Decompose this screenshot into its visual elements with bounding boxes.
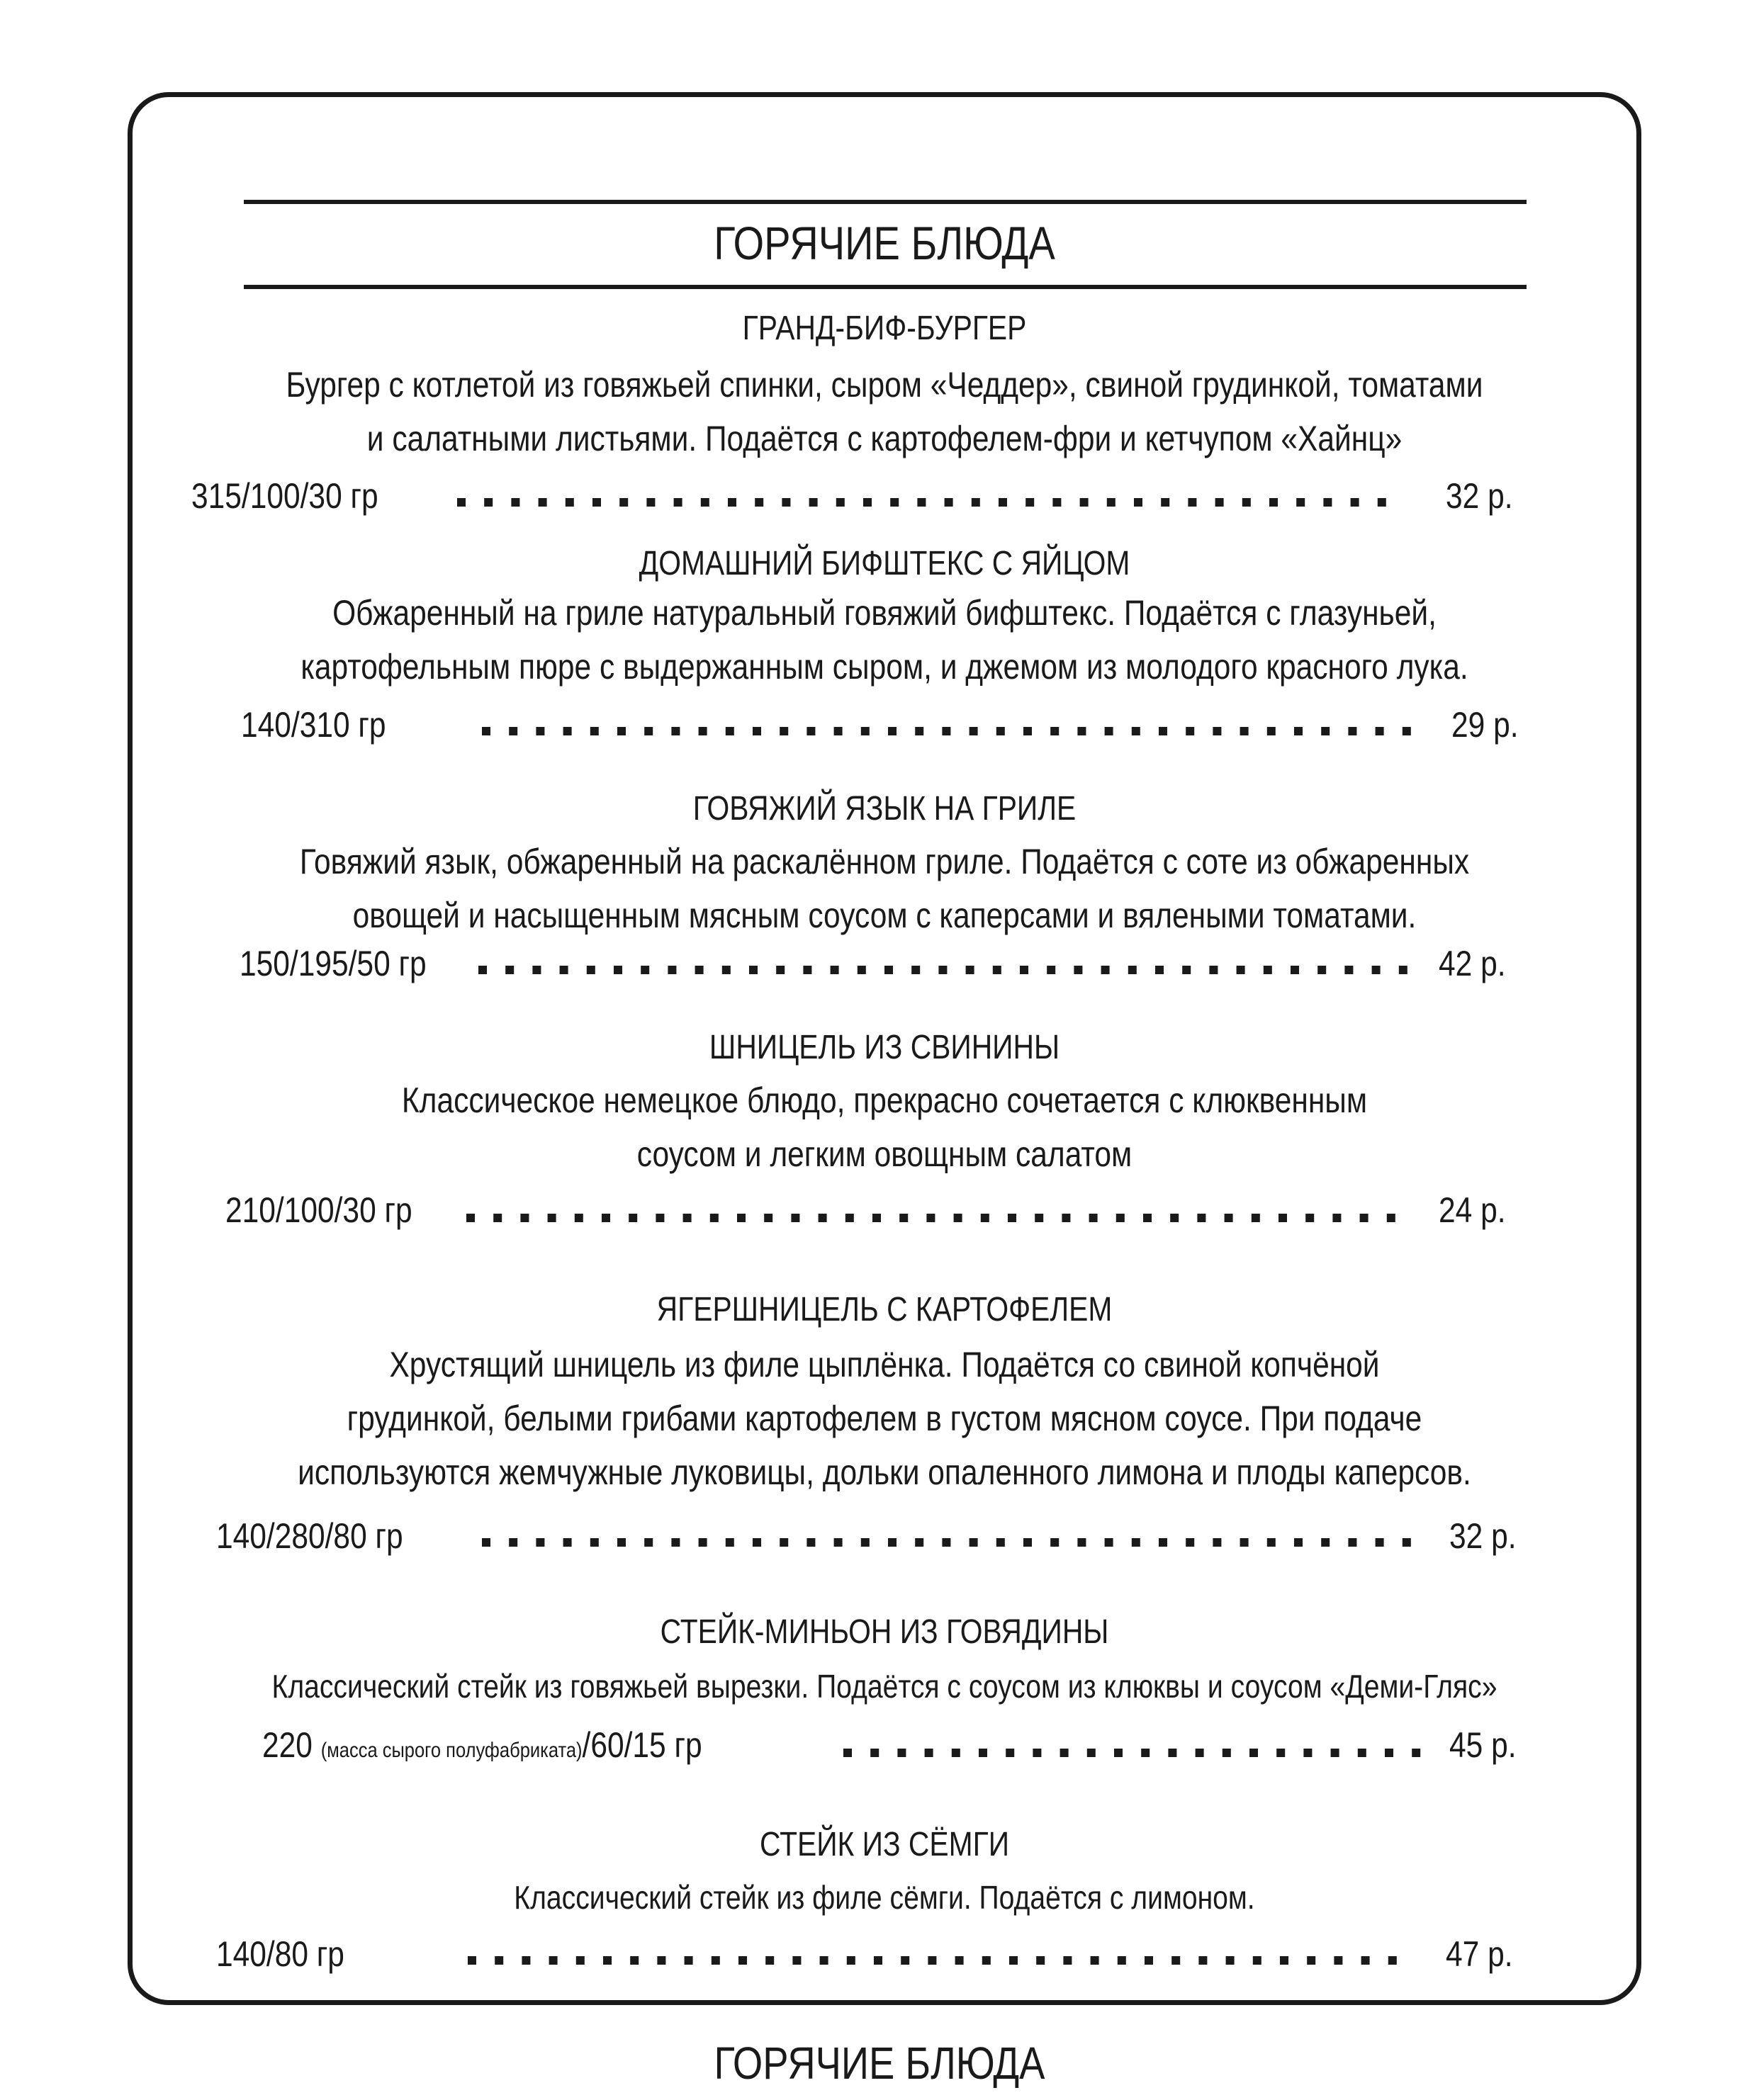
leader-dot: [617, 1538, 626, 1547]
dot-leader: [482, 726, 1421, 736]
dish-description: [241, 358, 1528, 465]
leader-dot: [1223, 1749, 1231, 1757]
description-line: Хрустящий шницель из филе цыплёнка. Подаётся со свиной копчёной: [389, 1345, 1380, 1384]
leader-dot: [996, 727, 1005, 735]
leader-dot: [1240, 1538, 1249, 1547]
leader-dot: [1159, 1538, 1167, 1547]
leader-dot: [926, 1214, 935, 1222]
leader-dot: [1332, 1214, 1341, 1222]
leader-dot: [1171, 1956, 1180, 1965]
leader-dot: [710, 1214, 719, 1222]
leader-dot: [1155, 966, 1164, 974]
leader-dot: [780, 1538, 788, 1547]
dish-name: ЯГЕРШНИЦЕЛЬ С КАРТОФЕЛЕМ: [656, 1291, 1113, 1328]
leader-dot: [1358, 1749, 1366, 1757]
dish-price: 32 р.: [1449, 1516, 1517, 1556]
leader-dot: [644, 727, 653, 735]
leader-dot: [1033, 1749, 1041, 1757]
leader-dot: [520, 1214, 529, 1222]
dish-description: [241, 1338, 1528, 1499]
leader-dot: [972, 498, 980, 507]
leader-dot: [1317, 966, 1326, 974]
leader-dot: [993, 966, 1001, 974]
leader-dot: [1186, 1538, 1194, 1547]
leader-dot: [901, 1956, 909, 1965]
leader-dot: [563, 727, 572, 735]
leader-dot: [1091, 1956, 1099, 1965]
leader-dot: [1360, 1214, 1369, 1222]
leader-dot: [602, 1214, 610, 1222]
leader-dot: [1378, 498, 1386, 507]
leader-dot: [1052, 498, 1061, 507]
leader-dot: [809, 498, 818, 507]
leader-dot: [942, 727, 950, 735]
title-rule-bottom: [244, 285, 1527, 289]
leader-dot: [668, 966, 676, 974]
description-line: Бургер с котлетой из говяжьей спинки, сыром «Чеддер», свиной грудинкой, томатами: [286, 365, 1483, 405]
leader-dot: [1331, 1749, 1339, 1757]
leader-dot: [1294, 1538, 1303, 1547]
description-line: Обжаренный на гриле натуральный говяжий бифштекс. Подаётся с глазуньей,: [332, 593, 1437, 633]
dish-weight: 150/195/50 гр: [240, 944, 427, 983]
leader-dot: [505, 966, 514, 974]
dish-description: [241, 1870, 1528, 1924]
leader-dot: [657, 1956, 665, 1965]
leader-dot: [482, 727, 490, 735]
leader-dot: [566, 498, 574, 507]
leader-dot: [614, 966, 622, 974]
leader-dot: [683, 1214, 692, 1222]
dish-description: [241, 1073, 1528, 1181]
leader-dot: [1307, 1956, 1315, 1965]
leader-dot: [1182, 966, 1191, 974]
leader-dot: [493, 1214, 502, 1222]
leader-dot: [888, 1538, 897, 1547]
leader-dot: [1399, 966, 1407, 974]
dish-weight: 140/80 гр: [216, 1934, 344, 1974]
dish-description: [241, 1659, 1528, 1713]
leader-dot: [1118, 1956, 1126, 1965]
dot-leader: [843, 1748, 1424, 1758]
leader-dot: [1225, 1214, 1233, 1222]
dish-price: 47 р.: [1446, 1934, 1513, 1974]
leader-dot: [617, 727, 626, 735]
leader-dot: [807, 727, 815, 735]
description-line: овощей и насыщенным мясным соусом с каперсами и вялеными томатами.: [352, 896, 1417, 935]
footer-label: ГОРЯЧИЕ БЛЮДА: [714, 2038, 1045, 2089]
leader-dot: [1252, 1214, 1260, 1222]
leader-dot: [1023, 727, 1032, 735]
leader-dot: [536, 727, 544, 735]
leader-dot: [522, 1956, 530, 1965]
leader-dot: [671, 1538, 680, 1547]
leader-dot: [834, 727, 843, 735]
leader-dot: [1376, 727, 1384, 735]
leader-dot: [509, 727, 517, 735]
leader-dot: [1348, 727, 1356, 735]
leader-dot: [1361, 1956, 1370, 1965]
leader-dot: [1240, 727, 1249, 735]
leader-dot: [1006, 1749, 1014, 1757]
leader-dot: [776, 966, 785, 974]
leader-dot: [1036, 1956, 1045, 1965]
leader-dot: [819, 1214, 827, 1222]
dish-price: 29 р.: [1451, 705, 1519, 745]
leader-dot: [548, 1214, 556, 1222]
leader-dot: [726, 727, 734, 735]
leader-dot: [863, 498, 872, 507]
leader-dot: [1089, 1214, 1098, 1222]
leader-dot: [590, 1538, 599, 1547]
leader-dot: [942, 1538, 950, 1547]
leader-dot: [915, 727, 923, 735]
leader-dot: [1264, 966, 1272, 974]
leader-dot: [1269, 498, 1278, 507]
dish-name: ШНИЦЕЛЬ ИЗ СВИНИНЫ: [709, 1029, 1060, 1066]
leader-dot: [836, 498, 845, 507]
leader-dot: [1080, 498, 1089, 507]
leader-dot: [1213, 1538, 1221, 1547]
leader-dot: [539, 498, 547, 507]
leader-dot: [1145, 1956, 1153, 1965]
dish-price: 42 р.: [1439, 944, 1506, 983]
leader-dot: [970, 1538, 978, 1547]
description-line: Классическое немецкое блюдо, прекрасно сочетается с клюквенным: [401, 1080, 1368, 1120]
leader-dot: [1107, 498, 1115, 507]
leader-dot: [1132, 727, 1140, 735]
leader-dot: [979, 1749, 987, 1757]
leader-dot: [1412, 1749, 1420, 1757]
leader-dot: [753, 727, 761, 735]
dish-name: ГРАНД-БИФ-БУРГЕР: [742, 310, 1027, 347]
leader-dot: [1403, 1538, 1411, 1547]
leader-dot: [1141, 1749, 1150, 1757]
leader-dot: [1348, 1538, 1356, 1547]
leader-dot: [996, 1538, 1005, 1547]
leader-dot: [1198, 1956, 1207, 1965]
leader-dot: [858, 966, 866, 974]
leader-dot: [1385, 1749, 1393, 1757]
leader-dot: [1305, 1214, 1314, 1222]
leader-dot: [1116, 1214, 1125, 1222]
leader-dot: [1105, 1538, 1113, 1547]
leader-dot: [1009, 1956, 1018, 1965]
leader-dot: [899, 1214, 908, 1222]
leader-dot: [590, 727, 599, 735]
leader-dot: [738, 1956, 747, 1965]
leader-dot: [915, 1538, 923, 1547]
leader-dot: [1249, 1749, 1258, 1757]
leader-dot: [466, 1214, 475, 1222]
leader-dot: [1143, 1214, 1152, 1222]
weight-main: 220: [262, 1725, 313, 1765]
leader-dot: [536, 1538, 544, 1547]
leader-dot: [560, 966, 568, 974]
leader-dot: [671, 727, 680, 735]
leader-dot: [576, 1956, 585, 1965]
leader-dot: [765, 1956, 774, 1965]
leader-dot: [563, 1538, 572, 1547]
leader-dot: [845, 1214, 854, 1222]
description-line: Говяжий язык, обжаренный на раскалённом гриле. Подаётся с соте из обжаренных: [299, 842, 1470, 881]
leader-dot: [749, 966, 758, 974]
leader-dot: [831, 966, 839, 974]
dot-leader: [478, 965, 1410, 975]
leader-dot: [938, 966, 947, 974]
dish-weight: 140/280/80 гр: [216, 1516, 403, 1556]
leader-dot: [656, 1214, 664, 1222]
leader-dot: [619, 498, 628, 507]
leader-dot: [1168, 1749, 1176, 1757]
leader-dot: [884, 966, 893, 974]
leader-dot: [1020, 966, 1028, 974]
leader-dot: [575, 1214, 583, 1222]
leader-dot: [999, 498, 1007, 507]
leader-dot: [1170, 1214, 1179, 1222]
leader-dot: [872, 1214, 881, 1222]
dish-description: [241, 586, 1528, 694]
dot-leader: [457, 497, 1396, 507]
dish-price: 45 р.: [1449, 1725, 1517, 1765]
leader-dot: [549, 1956, 558, 1965]
leader-dot: [646, 498, 655, 507]
leader-dot: [792, 1956, 801, 1965]
leader-dot: [1226, 1956, 1235, 1965]
leader-dot: [629, 1214, 637, 1222]
leader-dot: [982, 1956, 991, 1965]
leader-dot: [1267, 1538, 1276, 1547]
leader-dot: [955, 1956, 964, 1965]
leader-dot: [861, 727, 870, 735]
weight-rest: /60/15 гр: [582, 1725, 702, 1765]
description-line: Классический стейк из говяжьей вырезки. Подаётся с соусом из клюквы и соусом «Деми-Гляс»: [271, 1668, 1497, 1705]
leader-dot: [1388, 1956, 1397, 1965]
dot-leader: [482, 1537, 1421, 1547]
leader-dot: [1060, 1749, 1069, 1757]
leader-dot: [685, 1956, 693, 1965]
description-line: Классический стейк из филе сёмги. Подаётся с лимоном.: [514, 1879, 1255, 1916]
leader-dot: [701, 498, 709, 507]
description-line: используются жемчужные луковицы, дольки опаленного лимона и плоды каперсов.: [298, 1452, 1471, 1492]
leader-dot: [468, 1956, 476, 1965]
leader-dot: [1101, 966, 1110, 974]
leader-dot: [1114, 1749, 1123, 1757]
leader-dot: [911, 966, 920, 974]
leader-dot: [917, 498, 926, 507]
dot-leader: [466, 1213, 1407, 1223]
leader-dot: [1209, 966, 1218, 974]
leader-dot: [737, 1214, 746, 1222]
leader-dot: [1294, 727, 1303, 735]
leader-dot: [928, 1956, 936, 1965]
leader-dot: [755, 498, 763, 507]
leader-dot: [834, 1538, 843, 1547]
dish-name: СТЕЙК ИЗ СЁМГИ: [759, 1826, 1010, 1863]
leader-dot: [1267, 727, 1276, 735]
leader-dot: [1062, 1214, 1070, 1222]
leader-dot: [1376, 1538, 1384, 1547]
leader-dot: [587, 966, 595, 974]
leader-dot: [1077, 1538, 1086, 1547]
leader-dot: [861, 1538, 870, 1547]
leader-dot: [726, 1538, 734, 1547]
dish-weight: 210/100/30 гр: [225, 1190, 412, 1230]
leader-dot: [897, 1749, 906, 1757]
dish-name: ГОВЯЖИЙ ЯЗЫК НА ГРИЛЕ: [692, 790, 1077, 828]
leader-dot: [728, 498, 736, 507]
leader-dot: [1278, 1214, 1287, 1222]
leader-dot: [630, 1956, 639, 1965]
leader-dot: [1351, 498, 1359, 507]
title-rule-top: [244, 200, 1527, 204]
leader-dot: [699, 1538, 707, 1547]
leader-dot: [820, 1956, 828, 1965]
leader-dot: [888, 727, 897, 735]
leader-dot: [1159, 727, 1167, 735]
leader-dot: [722, 966, 731, 974]
leader-dot: [484, 498, 493, 507]
leader-dot: [780, 727, 788, 735]
leader-dot: [870, 1749, 879, 1757]
dish-price: 24 р.: [1439, 1190, 1506, 1230]
leader-dot: [592, 498, 601, 507]
leader-dot: [981, 1214, 989, 1222]
leader-dot: [843, 1749, 852, 1757]
leader-dot: [782, 498, 790, 507]
dish-weight: 140/310 гр: [241, 705, 386, 745]
leader-dot: [952, 1749, 960, 1757]
leader-dot: [925, 1749, 933, 1757]
leader-dot: [712, 1956, 720, 1965]
description-line: грудинкой, белыми грибами картофелем в густом мясном соусе. При подаче: [347, 1399, 1422, 1438]
leader-dot: [890, 498, 899, 507]
leader-dot: [1105, 727, 1113, 735]
leader-dot: [1215, 498, 1224, 507]
leader-dot: [807, 1538, 815, 1547]
dish-description: [241, 835, 1528, 942]
dish-name: ДОМАШНИЙ БИФШТЕКС С ЯЙЦОМ: [639, 545, 1130, 582]
leader-dot: [1321, 727, 1330, 735]
leader-dot: [945, 498, 953, 507]
leader-dot: [791, 1214, 799, 1222]
leader-dot: [1047, 966, 1055, 974]
leader-dot: [532, 966, 541, 974]
leader-dot: [457, 498, 466, 507]
description-line: соусом и легким овощным салатом: [636, 1134, 1133, 1174]
leader-dot: [764, 1214, 772, 1222]
leader-dot: [1321, 1538, 1330, 1547]
leader-dot: [509, 1538, 517, 1547]
leader-dot: [1161, 498, 1169, 507]
leader-dot: [1237, 966, 1245, 974]
leader-dot: [1023, 1538, 1032, 1547]
leader-dot: [1197, 1214, 1206, 1222]
leader-dot: [966, 966, 974, 974]
leader-dot: [1132, 1538, 1140, 1547]
leader-dot: [970, 727, 978, 735]
leader-dot: [1077, 727, 1086, 735]
leader-dot: [1253, 1956, 1261, 1965]
leader-dot: [1134, 498, 1142, 507]
leader-dot: [641, 966, 649, 974]
dish-weight: [262, 1727, 702, 1763]
leader-dot: [1296, 498, 1305, 507]
leader-dot: [478, 966, 487, 974]
leader-dot: [1276, 1749, 1285, 1757]
leader-dot: [699, 727, 707, 735]
dish-price: 32 р.: [1446, 476, 1513, 516]
leader-dot: [847, 1956, 855, 1965]
leader-dot: [1050, 727, 1059, 735]
weight-note: (масса сырого полуфабриката): [320, 1739, 583, 1762]
leader-dot: [803, 966, 811, 974]
leader-dot: [1196, 1749, 1204, 1757]
leader-dot: [1035, 1214, 1043, 1222]
leader-dot: [674, 498, 682, 507]
leader-dot: [1403, 727, 1411, 735]
leader-dot: [1063, 1956, 1072, 1965]
leader-dot: [1387, 1214, 1395, 1222]
leader-dot: [511, 498, 519, 507]
leader-dot: [1128, 966, 1137, 974]
dot-leader: [468, 1955, 1410, 1965]
dish-weight: 315/100/30 гр: [191, 476, 378, 516]
leader-dot: [1280, 1956, 1288, 1965]
leader-dot: [495, 1956, 503, 1965]
leader-dot: [1087, 1749, 1096, 1757]
leader-dot: [1372, 966, 1381, 974]
section-title: ГОРЯЧИЕ БЛЮДА: [714, 217, 1055, 269]
leader-dot: [1334, 1956, 1342, 1965]
leader-dot: [644, 1538, 653, 1547]
leader-dot: [1242, 498, 1251, 507]
leader-dot: [603, 1956, 612, 1965]
leader-dot: [1074, 966, 1082, 974]
leader-dot: [1344, 966, 1353, 974]
dish-name: СТЕЙК-МИНЬОН ИЗ ГОВЯДИНЫ: [660, 1613, 1109, 1651]
leader-dot: [482, 1538, 490, 1547]
description-line: картофельным пюре с выдержанным сыром, и джемом из молодого красного лука.: [300, 647, 1468, 687]
leader-dot: [1188, 498, 1196, 507]
leader-dot: [1008, 1214, 1016, 1222]
leader-dot: [874, 1956, 882, 1965]
leader-dot: [1025, 498, 1034, 507]
description-line: и салатными листьями. Подаётся с картофелем-фри и кетчупом «Хайнц»: [366, 419, 1403, 458]
leader-dot: [753, 1538, 761, 1547]
leader-dot: [695, 966, 704, 974]
leader-dot: [1213, 727, 1221, 735]
leader-dot: [954, 1214, 962, 1222]
leader-dot: [1050, 1538, 1059, 1547]
leader-dot: [1291, 966, 1299, 974]
leader-dot: [1303, 1749, 1312, 1757]
leader-dot: [1186, 727, 1194, 735]
leader-dot: [1323, 498, 1332, 507]
